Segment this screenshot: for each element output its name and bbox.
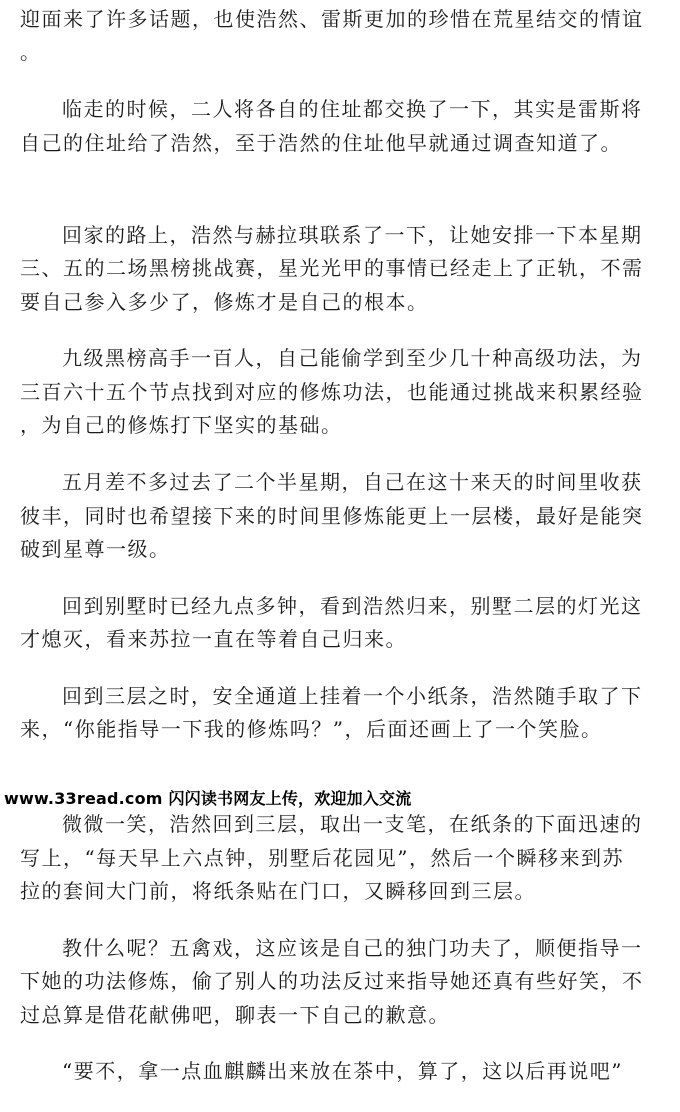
text-line: 回家的路上，浩然与赫拉琪联系了一下，让她安排一下本星期 <box>62 223 643 247</box>
text-line: ，为自己的修炼打下坚实的基础。 <box>20 413 343 437</box>
text-line: 彼丰，同时也希望接下来的时间里修炼能更上一层楼，最好是能突 <box>20 504 644 528</box>
text-line: 才熄灭，看来苏拉一直在等着自己归来。 <box>20 627 407 651</box>
source-watermark-banner: www.33read.com 闪闪读书网友上传，欢迎加入交流 <box>4 789 412 808</box>
text-line: 回到三层之时，安全通道上挂着一个小纸条，浩然随手取了下 <box>62 684 643 708</box>
text-line: 回到别墅时已经九点多钟，看到浩然归来，别墅二层的灯光这 <box>62 594 643 618</box>
text-line: 微微一笑，浩然回到三层，取出一支笔，在纸条的下面迅速的 <box>62 812 643 836</box>
text-line: 三、五的二场黑榜挑战赛，星光光甲的事情已经走上了正轨，不需 <box>20 256 644 280</box>
text-line: 要自己参入多少了，修炼才是自己的根本。 <box>20 290 429 314</box>
text-line: 。 <box>20 40 42 64</box>
text-line: 下她的功法修炼，偷了别人的功法反过来指导她还真有些好笑，不 <box>20 969 644 993</box>
text-line: 自己的住址给了浩然，至于浩然的住址他早就通过调查知道了。 <box>20 131 622 155</box>
text-line: 三百六十五个节点找到对应的修炼功法，也能通过挑战来积累经验 <box>20 380 644 404</box>
text-line: 拉的套间大门前，将纸条贴在门口，又瞬移回到三层。 <box>20 879 536 903</box>
text-line: 教什么呢？五禽戏，这应该是自己的独门功夫了，顺便指导一 <box>62 936 643 960</box>
text-line: 破到星尊一级。 <box>20 537 171 561</box>
text-line: “要不，拿一点血麒麟出来放在茶中，算了，这以后再说吧” <box>62 1059 623 1083</box>
text-line: 临走的时候，二人将各自的住址都交换了一下，其实是雷斯将 <box>62 97 643 121</box>
text-line: 过总算是借花献佛吧，聊表一下自己的歉意。 <box>20 1003 450 1027</box>
text-line: 五月差不多过去了二个半星期，自己在这十来天的时间里收获 <box>62 470 643 494</box>
text-line: 迎面来了许多话题，也使浩然、雷斯更加的珍惜在荒星结交的情谊 <box>20 7 644 31</box>
text-line: 来，“你能指导一下我的修炼吗？”，后面还画上了一个笑脸。 <box>20 717 603 741</box>
text-line: 九级黑榜高手一百人，自己能偷学到至少几十种高级功法，为 <box>62 346 643 370</box>
text-line: 写上，“每天早上六点钟，别墅后花园见”，然后一个瞬移来到苏 <box>20 846 624 870</box>
